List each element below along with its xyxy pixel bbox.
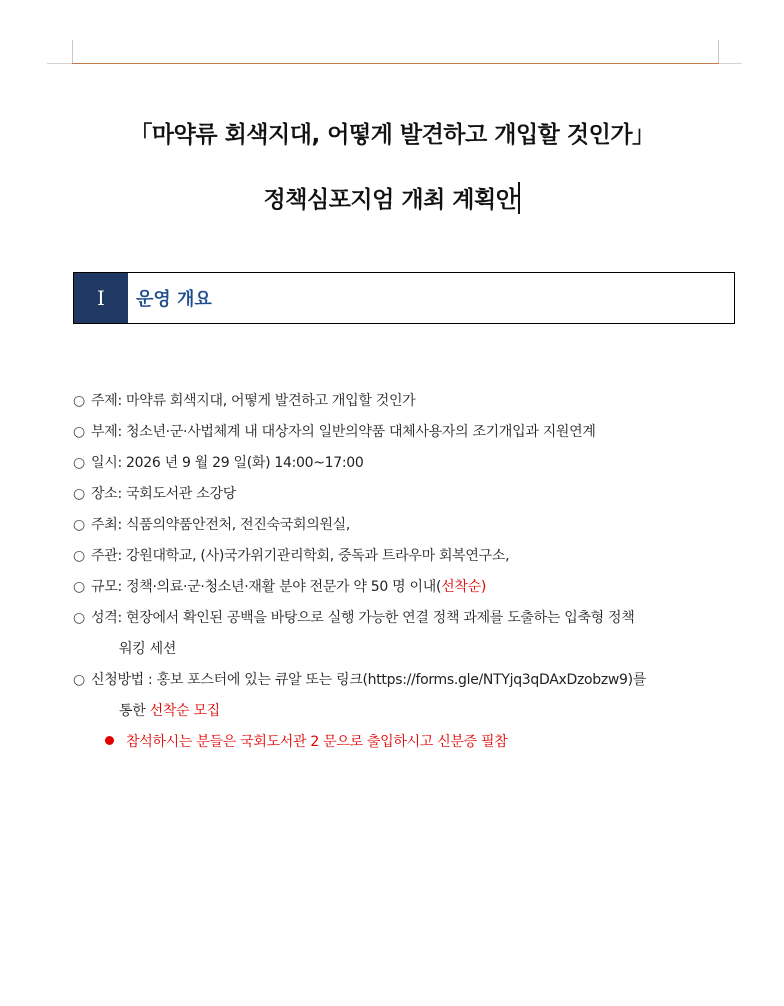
subtitle-text: 정책심포지엄 개최 계획안 bbox=[263, 187, 518, 213]
circle-bullet-icon: ○ bbox=[73, 579, 85, 595]
list-item-application-continuation bbox=[73, 696, 733, 727]
item-text: 신청방법 : 홍보 포스터에 있는 큐알 또는 링크(https://forms.gle/NTYjq3qDAxDzobzw9)를 bbox=[91, 672, 647, 688]
list-item-application bbox=[73, 665, 733, 696]
item-text: 일시: 2026 년 9 월 29 일(화) 14:00~17:00 bbox=[91, 455, 364, 471]
text-cursor bbox=[518, 182, 520, 214]
list-item-topic bbox=[73, 386, 733, 417]
notice-item bbox=[73, 727, 733, 758]
header-rule-right bbox=[719, 63, 742, 64]
notice-text: 참석하시는 분들은 국회도서관 2 문으로 출입하시고 신분증 필참 bbox=[126, 734, 508, 750]
list-item-scale bbox=[73, 572, 733, 603]
header-rule-left bbox=[47, 63, 72, 64]
header-rule bbox=[72, 63, 719, 64]
circle-bullet-icon: ○ bbox=[73, 393, 85, 409]
list-item-organizer bbox=[73, 541, 733, 572]
list-item-subtopic bbox=[73, 417, 733, 448]
section-title: 운영 개요 bbox=[136, 289, 212, 310]
circle-bullet-icon: ○ bbox=[73, 455, 85, 471]
header-corner-right bbox=[718, 40, 719, 64]
item-text: 주제: 마약류 회색지대, 어떻게 발견하고 개입할 것인가 bbox=[91, 393, 416, 409]
section-number: I bbox=[74, 273, 128, 323]
item-text: 부제: 청소년·군·사법체계 내 대상자의 일반의약품 대체사용자의 조기개입과 지원연계 bbox=[91, 424, 596, 440]
document-title: 「마약류 회색지대, 어떻게 발견하고 개입할 것인가」 bbox=[129, 122, 655, 148]
circle-bullet-icon: ○ bbox=[73, 610, 85, 626]
item-text: 성격: 현장에서 확인된 공백을 바탕으로 실행 가능한 연결 정책 과제를 도출하는 입축형 정책 bbox=[91, 610, 635, 626]
circle-bullet-icon: ○ bbox=[73, 548, 85, 564]
item-highlight: 선착순 모집 bbox=[149, 703, 220, 719]
document-subtitle[interactable] bbox=[0, 181, 784, 214]
list-item-format bbox=[73, 603, 733, 634]
section-header bbox=[73, 272, 735, 324]
circle-bullet-icon: ○ bbox=[73, 486, 85, 502]
list-item-format-continuation: 워킹 세션 bbox=[119, 641, 177, 657]
circle-bullet-icon: ○ bbox=[73, 517, 85, 533]
circle-bullet-icon: ○ bbox=[73, 672, 85, 688]
list-item-host bbox=[73, 510, 733, 541]
item-text: 주최: 식품의약품안전처, 전진숙국회의원실, bbox=[91, 517, 351, 533]
red-dot-bullet-icon bbox=[105, 736, 114, 745]
item-suffix: ) bbox=[480, 579, 486, 595]
circle-bullet-icon: ○ bbox=[73, 424, 85, 440]
item-highlight: 선착순 bbox=[441, 579, 481, 595]
item-text: 장소: 국회도서관 소강당 bbox=[91, 486, 236, 502]
item-text: 통한 bbox=[119, 703, 150, 719]
item-text: 규모: 정책·의료·군·청소년·재활 분야 전문가 약 50 명 이내( bbox=[91, 579, 442, 595]
overview-list bbox=[73, 386, 733, 758]
list-item-datetime bbox=[73, 448, 733, 479]
header-corner-left bbox=[72, 40, 73, 64]
list-item-venue bbox=[73, 479, 733, 510]
item-text: 주관: 강원대학교, (사)국가위기관리학회, 중독과 트라우마 회복연구소, bbox=[91, 548, 510, 564]
